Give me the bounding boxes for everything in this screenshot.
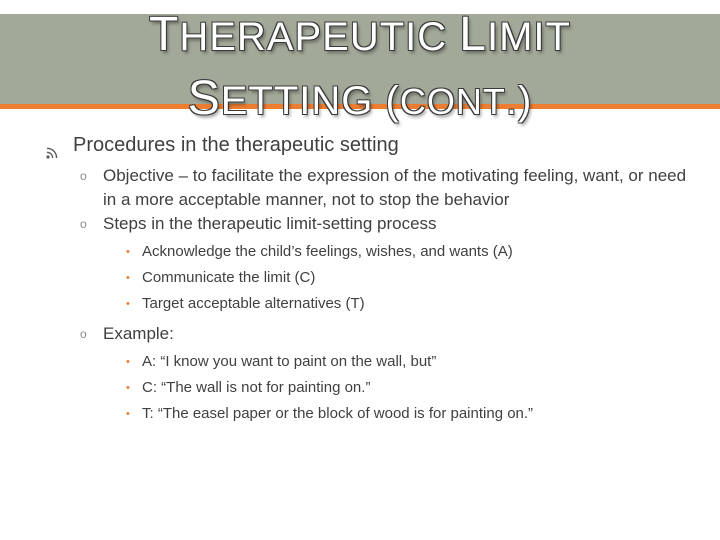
list-item (57, 375, 696, 401)
title-line-2 (0, 68, 720, 133)
dot-icon: • (126, 382, 130, 394)
title-text: L (459, 8, 487, 61)
dot-icon: • (126, 408, 130, 420)
example-text: T: “The easel paper or the block of wood is for painting on.” (142, 405, 534, 422)
title-text: S (187, 72, 221, 125)
slide-title (0, 4, 720, 133)
title-text: T (149, 8, 180, 61)
examples-list (57, 349, 696, 427)
title-text: CONT (399, 81, 506, 122)
title-text: ETTING ( (220, 79, 400, 123)
objective-item (57, 164, 696, 212)
main-bullet-text: Procedures in the therapeutic setting (73, 134, 399, 156)
dot-icon: • (126, 356, 130, 368)
dot-icon: • (126, 298, 130, 310)
list-item (57, 265, 696, 291)
hollow-circle-icon: o (80, 327, 87, 341)
dot-icon: • (126, 272, 130, 284)
step-text: Target acceptable alternatives (T) (142, 295, 365, 312)
title-line-1 (0, 4, 720, 68)
steps-list (57, 239, 696, 317)
wifi-signal-icon (46, 138, 61, 152)
sub-bullet-list (57, 164, 696, 427)
list-item (57, 291, 696, 317)
steps-heading: Steps in the therapeutic limit-setting process (103, 214, 437, 233)
steps-item (57, 212, 696, 236)
example-text: A: “I know you want to paint on the wall, but” (142, 353, 437, 370)
dot-icon: • (126, 246, 130, 258)
example-text: C: “The wall is not for painting on.” (142, 379, 371, 396)
step-text: Acknowledge the child’s feelings, wishes, and wants (A) (142, 243, 513, 260)
hollow-circle-icon: o (80, 217, 87, 231)
objective-text: Objective – to facilitate the expression of the motivating feeling, want, or need in a more acceptable manner, not to stop the behavior (103, 166, 687, 209)
hollow-circle-icon: o (80, 169, 87, 183)
main-bullet (46, 130, 696, 160)
step-text: Communicate the limit (C) (142, 269, 316, 286)
slide-content (46, 130, 696, 432)
title-text: HERAPEUTIC (179, 15, 460, 59)
example-item (57, 322, 696, 346)
title-text: IMIT (486, 15, 571, 59)
list-item (57, 401, 696, 427)
list-item (57, 349, 696, 375)
title-text: .) (505, 79, 533, 123)
list-item (57, 239, 696, 265)
example-heading: Example: (103, 324, 174, 343)
